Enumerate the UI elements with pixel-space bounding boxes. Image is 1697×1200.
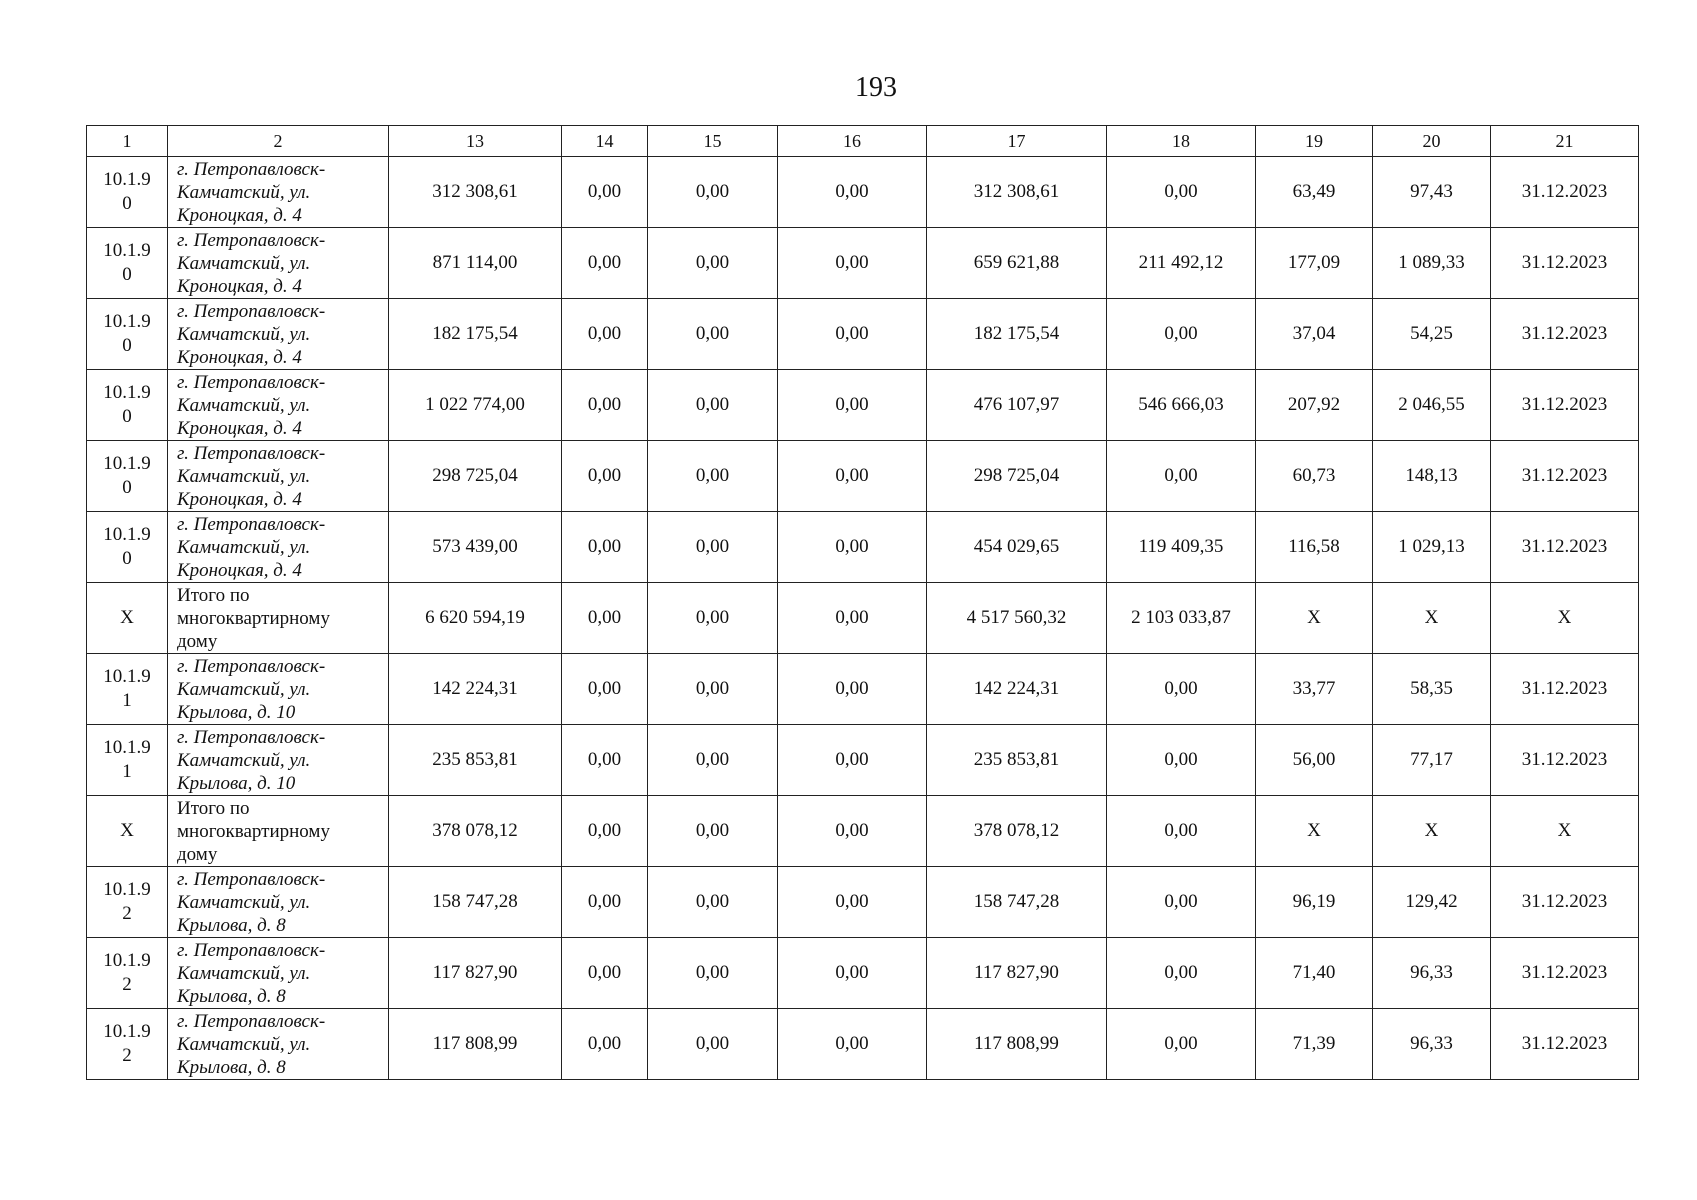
address-line: г. Петропавловск-: [177, 513, 326, 535]
value-cell-col-14: 0,00: [562, 796, 648, 867]
value-cell-col-17: 454 029,65: [927, 512, 1107, 583]
value-cell-col-14: 0,00: [562, 654, 648, 725]
value-cell-col-13: 6 620 594,19: [389, 583, 562, 654]
value-cell-col-15: 0,00: [648, 725, 778, 796]
value-cell-col-17: 142 224,31: [927, 654, 1107, 725]
address-cell: [168, 867, 389, 938]
address-cell: [168, 512, 389, 583]
value-cell-col-20: 129,42: [1373, 867, 1491, 938]
address-line: г. Петропавловск-: [177, 726, 326, 748]
value-cell-col-14: 0,00: [562, 867, 648, 938]
value-cell-col-18: 0,00: [1107, 654, 1256, 725]
value-cell-col-17: 659 621,88: [927, 228, 1107, 299]
row-index-line: 0: [122, 264, 132, 285]
value-cell-col-13: 158 747,28: [389, 867, 562, 938]
address-line: Камчатский, ул.: [177, 536, 311, 558]
value-cell-col-13: 1 022 774,00: [389, 370, 562, 441]
value-cell-col-20: 96,33: [1373, 1009, 1491, 1080]
value-cell-col-14: 0,00: [562, 512, 648, 583]
address-line: многоквартирному: [177, 607, 330, 629]
address-line: Кроноцкая, д. 4: [177, 346, 302, 368]
value-cell-col-17: 312 308,61: [927, 157, 1107, 228]
row-index-line: 10.1.9: [103, 311, 151, 332]
value-cell-col-21: 31.12.2023: [1491, 1009, 1639, 1080]
value-cell-col-13: 142 224,31: [389, 654, 562, 725]
table-row: [87, 157, 1639, 228]
table-header-row: [87, 126, 1639, 157]
value-cell-col-18: 211 492,12: [1107, 228, 1256, 299]
value-cell-col-20: 1 029,13: [1373, 512, 1491, 583]
row-index-cell: [87, 370, 168, 441]
address-line: Камчатский, ул.: [177, 465, 311, 487]
value-cell-col-13: 573 439,00: [389, 512, 562, 583]
column-header: 18: [1107, 126, 1256, 157]
value-cell-col-17: 476 107,97: [927, 370, 1107, 441]
page-number: 193: [855, 72, 897, 103]
value-cell-col-14: 0,00: [562, 299, 648, 370]
row-index-cell: [87, 512, 168, 583]
value-cell-col-17: 182 175,54: [927, 299, 1107, 370]
row-index-line: 0: [122, 335, 132, 356]
row-index-cell: [87, 228, 168, 299]
value-cell-col-21: 31.12.2023: [1491, 157, 1639, 228]
row-index-line: X: [120, 607, 134, 628]
address-cell: [168, 299, 389, 370]
value-cell-col-18: 0,00: [1107, 441, 1256, 512]
row-index-line: 10.1.9: [103, 453, 151, 474]
address-line: Крылова, д. 10: [177, 701, 296, 723]
value-cell-col-19: 116,58: [1256, 512, 1373, 583]
value-cell-col-21: 31.12.2023: [1491, 299, 1639, 370]
row-index-line: 0: [122, 193, 132, 214]
value-cell-col-17: 4 517 560,32: [927, 583, 1107, 654]
address-line: Камчатский, ул.: [177, 252, 311, 274]
column-header: 1: [87, 126, 168, 157]
value-cell-col-21: X: [1491, 796, 1639, 867]
value-cell-col-17: 235 853,81: [927, 725, 1107, 796]
value-cell-col-15: 0,00: [648, 1009, 778, 1080]
value-cell-col-13: 378 078,12: [389, 796, 562, 867]
address-line: Камчатский, ул.: [177, 323, 311, 345]
address-line: Крылова, д. 8: [177, 914, 286, 936]
value-cell-col-21: 31.12.2023: [1491, 654, 1639, 725]
value-cell-col-15: 0,00: [648, 157, 778, 228]
value-cell-col-13: 117 827,90: [389, 938, 562, 1009]
value-cell-col-21: 31.12.2023: [1491, 725, 1639, 796]
table-row: [87, 654, 1639, 725]
row-index-line: 1: [122, 690, 132, 711]
address-line: Крылова, д. 8: [177, 985, 286, 1007]
value-cell-col-15: 0,00: [648, 654, 778, 725]
value-cell-col-18: 2 103 033,87: [1107, 583, 1256, 654]
address-cell: [168, 725, 389, 796]
row-index-line: X: [120, 820, 134, 841]
address-line: г. Петропавловск-: [177, 371, 326, 393]
address-cell: [168, 654, 389, 725]
column-header: 2: [168, 126, 389, 157]
address-cell: [168, 441, 389, 512]
value-cell-col-15: 0,00: [648, 228, 778, 299]
value-cell-col-14: 0,00: [562, 1009, 648, 1080]
address-line: Камчатский, ул.: [177, 394, 311, 416]
value-cell-col-16: 0,00: [778, 370, 927, 441]
address-line: г. Петропавловск-: [177, 442, 326, 464]
value-cell-col-18: 119 409,35: [1107, 512, 1256, 583]
table-row: [87, 299, 1639, 370]
value-cell-col-20: 54,25: [1373, 299, 1491, 370]
value-cell-col-18: 0,00: [1107, 796, 1256, 867]
value-cell-col-13: 312 308,61: [389, 157, 562, 228]
value-cell-col-13: 235 853,81: [389, 725, 562, 796]
address-line: г. Петропавловск-: [177, 939, 326, 961]
value-cell-col-15: 0,00: [648, 370, 778, 441]
value-cell-col-18: 0,00: [1107, 299, 1256, 370]
value-cell-col-16: 0,00: [778, 512, 927, 583]
address-line: Камчатский, ул.: [177, 181, 311, 203]
value-cell-col-21: 31.12.2023: [1491, 370, 1639, 441]
value-cell-col-21: 31.12.2023: [1491, 938, 1639, 1009]
row-index-line: 0: [122, 406, 132, 427]
column-header: 21: [1491, 126, 1639, 157]
table-row: [87, 228, 1639, 299]
value-cell-col-19: 63,49: [1256, 157, 1373, 228]
row-index-line: 2: [122, 903, 132, 924]
value-cell-col-20: 96,33: [1373, 938, 1491, 1009]
table-body: [87, 157, 1639, 1080]
value-cell-col-20: X: [1373, 583, 1491, 654]
value-cell-col-15: 0,00: [648, 441, 778, 512]
row-index-line: 10.1.9: [103, 382, 151, 403]
row-index-cell: [87, 725, 168, 796]
value-cell-col-16: 0,00: [778, 867, 927, 938]
table-row: [87, 867, 1639, 938]
value-cell-col-16: 0,00: [778, 725, 927, 796]
table-row: [87, 1009, 1639, 1080]
column-header: 14: [562, 126, 648, 157]
value-cell-col-21: 31.12.2023: [1491, 867, 1639, 938]
value-cell-col-18: 0,00: [1107, 725, 1256, 796]
value-cell-col-19: X: [1256, 583, 1373, 654]
value-cell-col-14: 0,00: [562, 441, 648, 512]
column-header: 13: [389, 126, 562, 157]
address-line: дому: [177, 630, 218, 652]
address-line: Камчатский, ул.: [177, 962, 311, 984]
column-header: 20: [1373, 126, 1491, 157]
value-cell-col-21: 31.12.2023: [1491, 512, 1639, 583]
row-index-line: 1: [122, 761, 132, 782]
value-cell-col-16: 0,00: [778, 654, 927, 725]
value-cell-col-14: 0,00: [562, 228, 648, 299]
value-cell-col-18: 0,00: [1107, 867, 1256, 938]
row-index-line: 0: [122, 477, 132, 498]
value-cell-col-16: 0,00: [778, 938, 927, 1009]
address-line: Камчатский, ул.: [177, 1033, 311, 1055]
total-label-cell: [168, 796, 389, 867]
row-index-cell: [87, 299, 168, 370]
value-cell-col-20: 1 089,33: [1373, 228, 1491, 299]
value-cell-col-15: 0,00: [648, 867, 778, 938]
value-cell-col-17: 298 725,04: [927, 441, 1107, 512]
row-index-cell: [87, 583, 168, 654]
total-row: [87, 583, 1639, 654]
value-cell-col-19: 60,73: [1256, 441, 1373, 512]
address-line: Камчатский, ул.: [177, 678, 311, 700]
value-cell-col-13: 871 114,00: [389, 228, 562, 299]
address-line: дому: [177, 843, 218, 865]
row-index-line: 10.1.9: [103, 666, 151, 687]
address-cell: [168, 1009, 389, 1080]
value-cell-col-13: 182 175,54: [389, 299, 562, 370]
address-line: г. Петропавловск-: [177, 300, 326, 322]
address-line: г. Петропавловск-: [177, 229, 326, 251]
value-cell-col-19: 37,04: [1256, 299, 1373, 370]
address-line: Кроноцкая, д. 4: [177, 417, 302, 439]
value-cell-col-18: 0,00: [1107, 157, 1256, 228]
value-cell-col-15: 0,00: [648, 512, 778, 583]
table-row: [87, 370, 1639, 441]
value-cell-col-19: 33,77: [1256, 654, 1373, 725]
value-cell-col-15: 0,00: [648, 583, 778, 654]
table-row: [87, 441, 1639, 512]
value-cell-col-13: 298 725,04: [389, 441, 562, 512]
row-index-line: 10.1.9: [103, 524, 151, 545]
value-cell-col-19: 56,00: [1256, 725, 1373, 796]
row-index-line: 10.1.9: [103, 950, 151, 971]
value-cell-col-17: 158 747,28: [927, 867, 1107, 938]
row-index-cell: [87, 938, 168, 1009]
value-cell-col-14: 0,00: [562, 725, 648, 796]
value-cell-col-20: 2 046,55: [1373, 370, 1491, 441]
row-index-line: 10.1.9: [103, 1021, 151, 1042]
row-index-cell: [87, 157, 168, 228]
value-cell-col-16: 0,00: [778, 441, 927, 512]
row-index-line: 2: [122, 974, 132, 995]
row-index-line: 2: [122, 1045, 132, 1066]
value-cell-col-18: 546 666,03: [1107, 370, 1256, 441]
address-line: Кроноцкая, д. 4: [177, 559, 302, 581]
value-cell-col-20: 58,35: [1373, 654, 1491, 725]
table-row: [87, 938, 1639, 1009]
address-line: многоквартирному: [177, 820, 330, 842]
value-cell-col-14: 0,00: [562, 583, 648, 654]
value-cell-col-19: X: [1256, 796, 1373, 867]
value-cell-col-21: X: [1491, 583, 1639, 654]
value-cell-col-14: 0,00: [562, 938, 648, 1009]
row-index-line: 10.1.9: [103, 240, 151, 261]
address-line: Камчатский, ул.: [177, 891, 311, 913]
row-index-line: 0: [122, 548, 132, 569]
column-header: 16: [778, 126, 927, 157]
address-line: Кроноцкая, д. 4: [177, 204, 302, 226]
value-cell-col-19: 71,40: [1256, 938, 1373, 1009]
address-line: Камчатский, ул.: [177, 749, 311, 771]
value-cell-col-21: 31.12.2023: [1491, 228, 1639, 299]
address-cell: [168, 938, 389, 1009]
value-cell-col-19: 71,39: [1256, 1009, 1373, 1080]
row-index-line: 10.1.9: [103, 879, 151, 900]
address-line: Крылова, д. 8: [177, 1056, 286, 1078]
column-header: 19: [1256, 126, 1373, 157]
address-line: г. Петропавловск-: [177, 868, 326, 890]
address-line: Итого по: [177, 797, 250, 819]
row-index-line: 10.1.9: [103, 737, 151, 758]
data-table: [86, 125, 1639, 1080]
address-line: г. Петропавловск-: [177, 655, 326, 677]
value-cell-col-20: X: [1373, 796, 1491, 867]
value-cell-col-15: 0,00: [648, 938, 778, 1009]
address-line: г. Петропавловск-: [177, 158, 326, 180]
value-cell-col-17: 117 827,90: [927, 938, 1107, 1009]
row-index-cell: [87, 867, 168, 938]
address-line: Крылова, д. 10: [177, 772, 296, 794]
table-row: [87, 512, 1639, 583]
value-cell-col-20: 97,43: [1373, 157, 1491, 228]
total-label-cell: [168, 583, 389, 654]
value-cell-col-16: 0,00: [778, 1009, 927, 1080]
address-line: Кроноцкая, д. 4: [177, 275, 302, 297]
value-cell-col-16: 0,00: [778, 228, 927, 299]
row-index-cell: [87, 654, 168, 725]
value-cell-col-16: 0,00: [778, 299, 927, 370]
value-cell-col-14: 0,00: [562, 157, 648, 228]
column-header: 15: [648, 126, 778, 157]
column-header: 17: [927, 126, 1107, 157]
value-cell-col-19: 207,92: [1256, 370, 1373, 441]
address-cell: [168, 228, 389, 299]
value-cell-col-21: 31.12.2023: [1491, 441, 1639, 512]
value-cell-col-15: 0,00: [648, 299, 778, 370]
value-cell-col-18: 0,00: [1107, 1009, 1256, 1080]
address-line: Итого по: [177, 584, 250, 606]
value-cell-col-15: 0,00: [648, 796, 778, 867]
value-cell-col-19: 96,19: [1256, 867, 1373, 938]
value-cell-col-16: 0,00: [778, 583, 927, 654]
address-cell: [168, 157, 389, 228]
value-cell-col-13: 117 808,99: [389, 1009, 562, 1080]
value-cell-col-20: 77,17: [1373, 725, 1491, 796]
value-cell-col-16: 0,00: [778, 157, 927, 228]
value-cell-col-19: 177,09: [1256, 228, 1373, 299]
value-cell-col-14: 0,00: [562, 370, 648, 441]
value-cell-col-18: 0,00: [1107, 938, 1256, 1009]
address-line: Кроноцкая, д. 4: [177, 488, 302, 510]
row-index-line: 10.1.9: [103, 169, 151, 190]
row-index-cell: [87, 1009, 168, 1080]
table-row: [87, 725, 1639, 796]
row-index-cell: [87, 441, 168, 512]
address-line: г. Петропавловск-: [177, 1010, 326, 1032]
total-row: [87, 796, 1639, 867]
value-cell-col-17: 117 808,99: [927, 1009, 1107, 1080]
address-cell: [168, 370, 389, 441]
value-cell-col-17: 378 078,12: [927, 796, 1107, 867]
row-index-cell: [87, 796, 168, 867]
value-cell-col-20: 148,13: [1373, 441, 1491, 512]
value-cell-col-16: 0,00: [778, 796, 927, 867]
